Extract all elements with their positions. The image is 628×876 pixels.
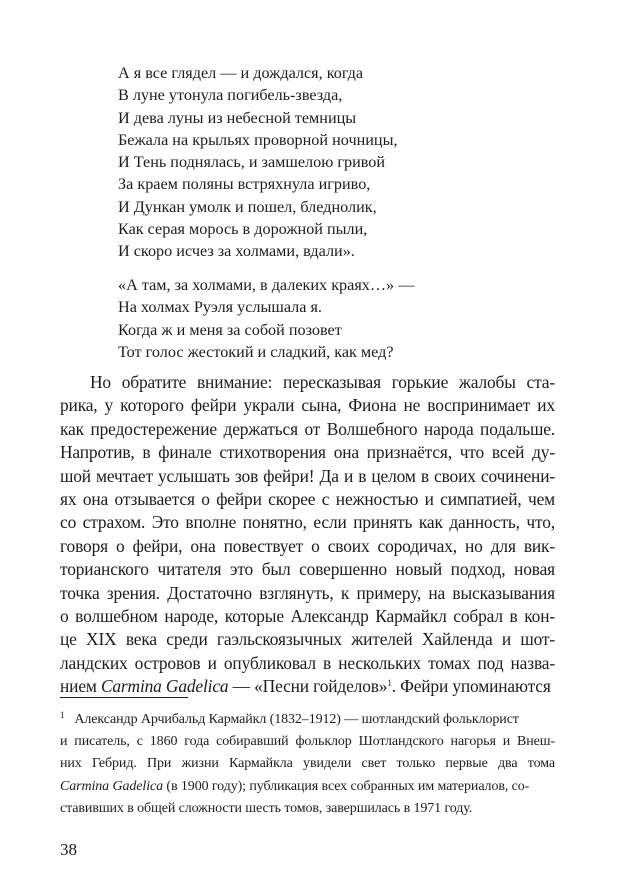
poem-line: Как серая морось в дорожной пыли, [118,220,368,239]
footnote-line: и писатель, с 1860 года собиравший фольклор Шотландского нагорья и Внеш- [60,734,555,750]
footnote-line [60,776,555,798]
poem-stanza-1 [118,62,558,263]
poem-line: В луне утонула погибель-звезда, [118,86,343,105]
poem-line: «А там, за холмами, в далеких краях…» — [118,276,415,294]
footnote-reference[interactable]: 1 [387,678,392,689]
body-line-last [60,675,555,698]
poem-line: На холмах Руэля услышала я. [118,298,322,317]
footnote-divider [60,697,188,698]
footnote-text: (в 1900 году); публикация всех собранных им материалов, со- [163,778,530,794]
footnote-text: Александр Арчибальд Кармайкл (1832–1912) — шотландский фольклорист [74,712,519,727]
footnote-line: ставивших в общей сложности шесть томов, завершилась в 1971 году. [60,800,473,816]
body-line: Напротив, в финале стихотворения она признаётся, что всей ду- [60,442,555,463]
body-paragraph [60,371,555,698]
poem-line: За краем поляны встряхнула игриво, [118,175,371,194]
poem-line: И скоро исчез за холмами, вдали». [118,242,355,261]
footnote [60,709,555,820]
body-line: Но обратите внимание: пересказывая горькие жалобы ста- [90,372,555,392]
poem-line: И дева луны из небесной темницы [118,108,357,127]
body-line: шой мечтает услышать зов фейри! Да и в целом в своих сочинени- [60,465,555,486]
body-text-fragment: нием [60,676,101,697]
poem-line: И Тень поднялась, и замшелою гривой [118,153,386,172]
body-line: це XIX века среди гаэльскоязычных жителей Хайленда и шот- [60,629,555,650]
italic-title: Carmina Gadelica [60,778,164,794]
body-line: точка зрения. Достаточно взглянуть, к примеру, на высказывания [60,582,555,603]
footnote-marker: 1 [60,710,65,720]
footnote-line: них Гебрид. При жизни Кармайкла увидели свет только первые два тома [60,756,555,772]
body-text-fragment: — «Песни гойделов» [228,676,388,697]
body-text-fragment: . Фейри упоминаются [391,676,551,697]
italic-title: Carmina Gadelica [100,676,229,697]
body-line: ландских островов и опубликовал в нескольких томах под назва- [60,652,555,673]
poem-line: И Дункан умолк и пошел, бледнолик, [118,197,377,216]
poem-line: Бежала на крыльях проворной ночницы, [118,130,398,149]
poem-line: Когда ж и меня за собой позовет [118,320,342,339]
body-line: ях она отзывается о фейри скорее с нежностью и симпатией, чем [60,488,555,509]
body-line: со страхом. Это вполне понятно, если принять как данность, что, [60,512,555,533]
body-line: как предостережение держаться от Волшебного народа подальше. [60,418,555,439]
body-line: рика, у которого фейри украли сына, Фиона не воспринимает их [60,395,555,416]
page-number: 38 [60,840,77,859]
poem-line: Тот голос жестокий и сладкий, как мед? [118,342,394,361]
poem-line: А я все глядел — и дождался, когда [118,64,364,82]
body-line: торианского читателя это был совершенно новый подход, новая [60,559,555,580]
body-line: о волшебном народе, которые Александр Кармайкл собрал в кон- [60,605,555,626]
body-line: говоря о фейри, она повествует о своих сородичах, но для вик- [60,535,555,556]
footnote-line [60,709,555,731]
poem-stanza-2 [118,274,558,363]
